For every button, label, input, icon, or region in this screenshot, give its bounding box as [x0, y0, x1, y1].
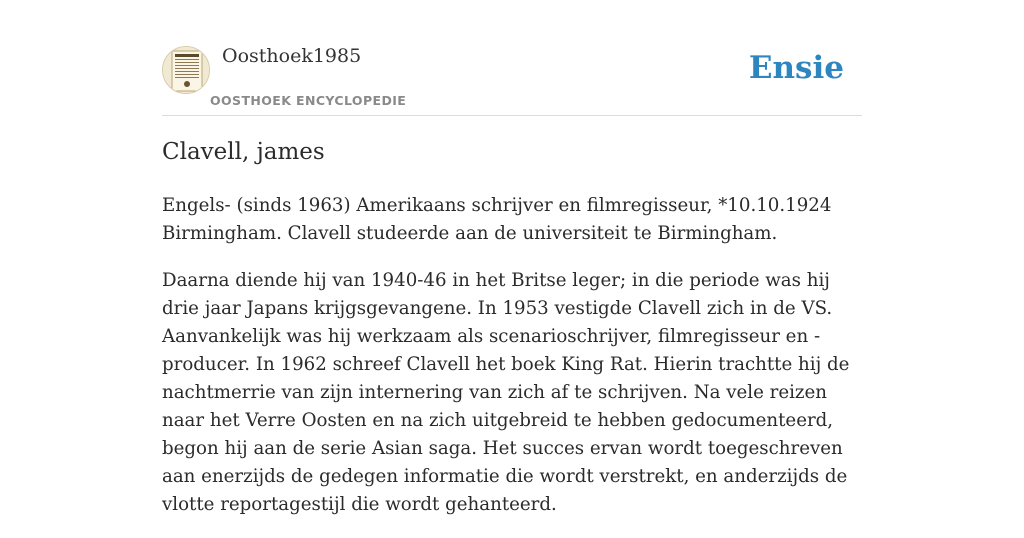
article-content [162, 192, 862, 538]
article-paragraph: Engels- (sinds 1963) Amerikaans schrijver en filmregisseur, *10.10.1924 Birmingham. Clavell studeerde aan de universiteit te Birmingham. [162, 195, 832, 244]
article-paragraph: Daarna diende hij van 1940-46 in het Britse leger; in die periode was hij drie jaar Japans krijgsgevangene. In 1953 vestigde Clavell zich in de VS. Aanvankelijk was hij werkzaam als scenarioschrijver, filmregisseur en -producer. In 1962 schreef Clavell het boek King Rat. Hierin trachtte hij de nachtmerrie van zijn internering van zich af te schrijven. Na vele reizen naar het Verre Oosten en na zich uitgebreid te hebben gedocumenteerd, begon hij aan de serie Asian saga. Het succes ervan wordt toegeschreven aan enerzijds de gedegen informatie die wordt verstrekt, en anderzijds de vlotte reportagestijl die wordt gehanteerd. [162, 270, 850, 515]
article-title: Clavell, james [162, 139, 325, 165]
source-subtitle: OOSTHOEK ENCYCLOPEDIE [210, 93, 407, 108]
source-name[interactable]: Oosthoek1985 [222, 45, 362, 67]
encyclopedia-cover-icon[interactable] [162, 46, 210, 94]
ensie-logo[interactable]: Ensie [748, 50, 844, 86]
source-header [162, 0, 862, 116]
article-page [162, 0, 862, 515]
